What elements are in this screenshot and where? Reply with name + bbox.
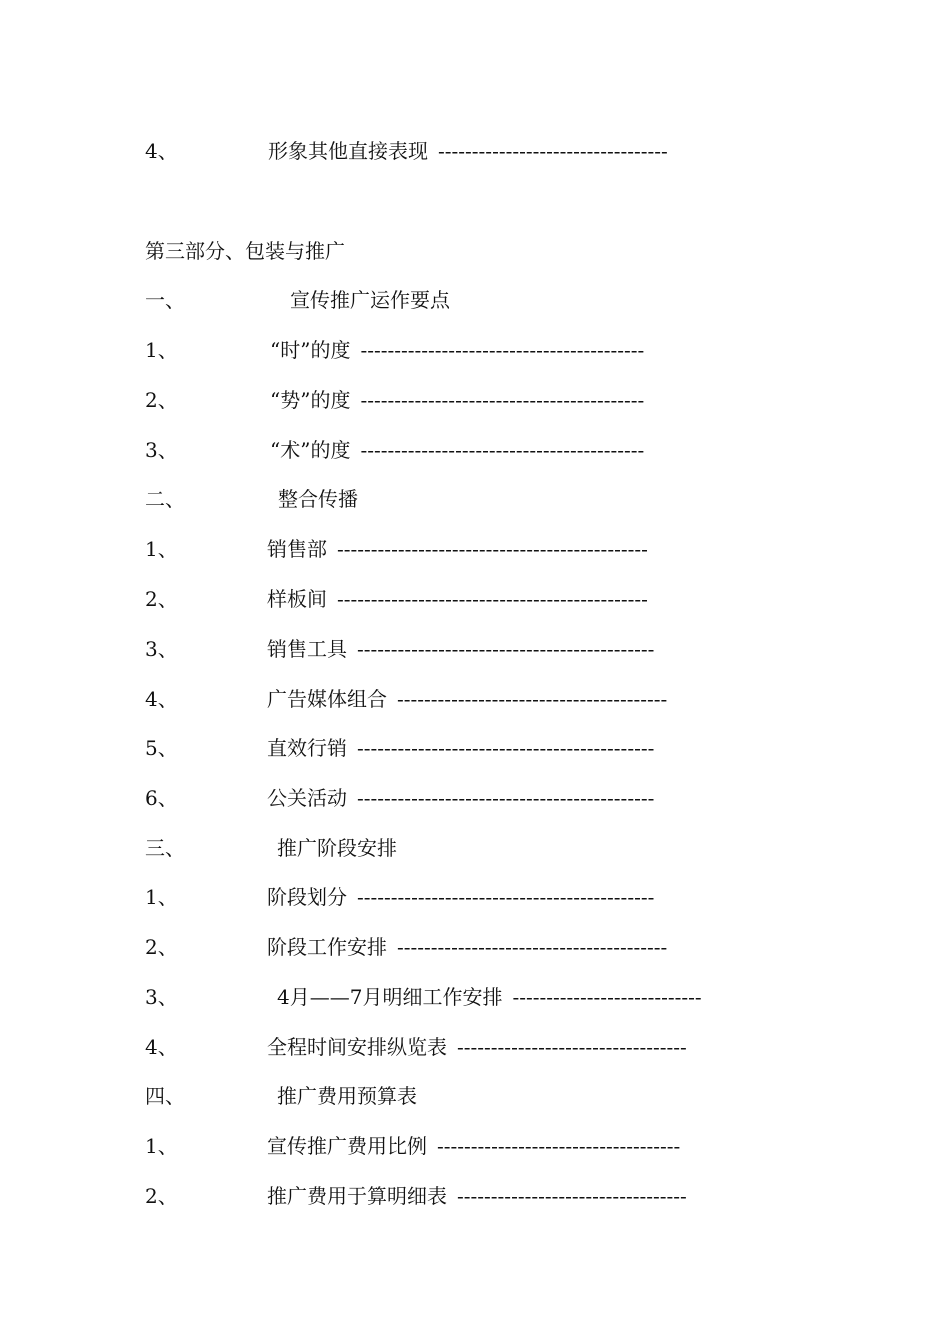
item-title: 公关活动 --------------------------------------------	[267, 786, 655, 810]
item-title: 广告媒体组合 ----------------------------------------	[267, 687, 668, 711]
item-number: 6、	[145, 786, 178, 810]
item-title: 阶段工作安排 ----------------------------------------	[267, 935, 668, 959]
item-title: 宣传推广费用比例 ------------------------------------	[267, 1134, 681, 1158]
item-number: 3、	[145, 985, 178, 1009]
item-title: 推广阶段安排	[277, 836, 397, 860]
item-title: 销售工具 --------------------------------------------	[267, 637, 655, 661]
item-title: 推广费用于算明细表 ----------------------------------	[267, 1184, 687, 1208]
item-number: 4、	[145, 1035, 178, 1059]
item-title: “势”的度 ------------------------------------------	[270, 388, 645, 412]
item-number: 四、	[145, 1084, 185, 1108]
item-number: 三、	[145, 836, 185, 860]
item-title: 直效行销 --------------------------------------------	[267, 736, 655, 760]
item-number: 1、	[145, 537, 178, 561]
item-number: 2、	[145, 1184, 178, 1208]
item-number: 2、	[145, 935, 178, 959]
item-title: 样板间 ----------------------------------------------	[267, 587, 648, 611]
item-title: 全程时间安排纵览表 ----------------------------------	[267, 1035, 687, 1059]
item-number: 3、	[145, 438, 178, 462]
item-number: 4、	[145, 687, 178, 711]
item-number: 二、	[145, 487, 185, 511]
item-title: 推广费用预算表	[277, 1084, 417, 1108]
item-number: 2、	[145, 587, 178, 611]
item-number: 1、	[145, 885, 178, 909]
item-title: “术”的度 ------------------------------------------	[270, 438, 645, 462]
item-number: 5、	[145, 736, 178, 760]
section-heading-part3: 第三部分、包装与推广	[145, 239, 345, 263]
item-title: 宣传推广运作要点	[290, 288, 450, 312]
item-title: 形象其他直接表现 ----------------------------------	[268, 139, 668, 163]
item-title: 4月——7月明细工作安排 ----------------------------	[277, 985, 702, 1009]
item-number: 2、	[145, 388, 178, 412]
item-number: 3、	[145, 637, 178, 661]
item-title: “时”的度 ------------------------------------------	[270, 338, 645, 362]
item-title: 整合传播	[278, 487, 358, 511]
item-title: 阶段划分 --------------------------------------------	[267, 885, 655, 909]
item-number: 4、	[145, 139, 178, 163]
item-number: 1、	[145, 338, 178, 362]
item-title: 销售部 ----------------------------------------------	[267, 537, 648, 561]
item-number: 1、	[145, 1134, 178, 1158]
item-number: 一、	[145, 288, 185, 312]
